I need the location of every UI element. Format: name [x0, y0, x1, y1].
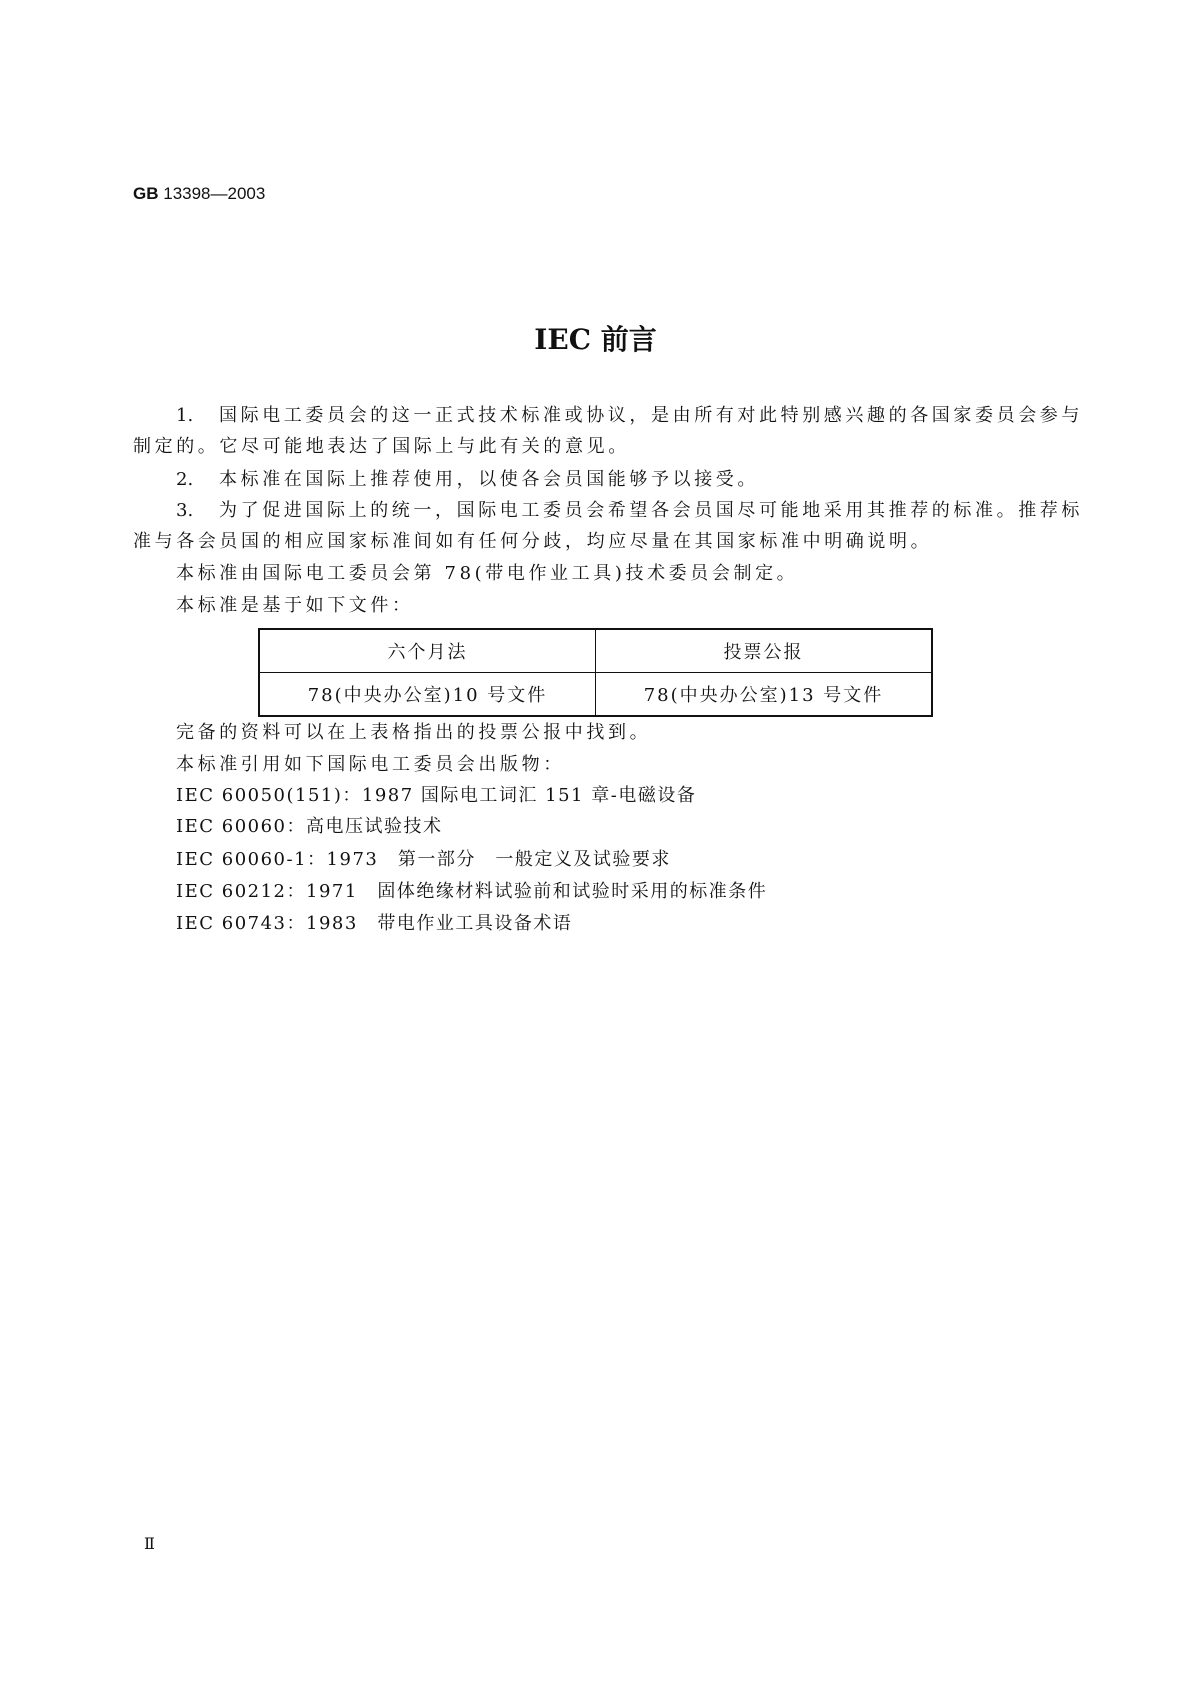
reference-item: IEC 60743：1983 带电作业工具设备术语 [176, 913, 573, 934]
table-header-cell: 投票公报 [596, 629, 933, 673]
table-cell: 78(中央办公室)13 号文件 [596, 673, 933, 717]
based-on-paragraph: 本标准是基于如下文件： [176, 595, 414, 616]
item-text-line: 国际电工委员会的这一正式技术标准或协议，是由所有对此特别感兴趣的各国家委员会参与 [219, 405, 1083, 426]
table-cell: 78(中央办公室)10 号文件 [259, 673, 596, 717]
references-intro: 本标准引用如下国际电工委员会出版物： [176, 754, 565, 775]
table-header-cell: 六个月法 [259, 629, 596, 673]
standard-code: 13398—2003 [163, 184, 266, 203]
reference-item: IEC 60212：1971 固体绝缘材料试验前和试验时采用的标准条件 [176, 881, 768, 902]
item-text-line: 本标准在国际上推荐使用，以使各会员国能够予以接受。 [219, 469, 759, 490]
page-number: Ⅱ [144, 1534, 155, 1553]
table-header-row [259, 629, 932, 673]
page-title: IEC 前言 [534, 323, 657, 356]
reference-item: IEC 60050(151)：1987 国际电工词汇 151 章-电磁设备 [176, 785, 697, 806]
document-header [133, 184, 265, 204]
complete-info-paragraph: 完备的资料可以在上表格指出的投票公报中找到。 [176, 722, 652, 743]
item-number: 3. [176, 500, 194, 521]
item-text-line: 制定的。它尽可能地表达了国际上与此有关的意见。 [133, 436, 630, 457]
item-number: 2. [176, 469, 194, 490]
item-text-line: 为了促进国际上的统一，国际电工委员会希望各会员国尽可能地采用其推荐的标准。推荐标 [219, 500, 1083, 521]
standard-prefix: GB [133, 184, 159, 203]
item-text-line: 准与各会员国的相应国家标准间如有任何分歧，均应尽量在其国家标准中明确说明。 [133, 531, 933, 552]
table-row [259, 673, 932, 717]
reference-item: IEC 60060：高电压试验技术 [176, 816, 443, 837]
committee-paragraph: 本标准由国际电工委员会第 78(带电作业工具)技术委员会制定。 [176, 563, 799, 584]
documents-table [258, 628, 933, 717]
reference-item: IEC 60060-1：1973 第一部分 一般定义及试验要求 [176, 849, 671, 870]
item-number: 1. [176, 405, 194, 426]
